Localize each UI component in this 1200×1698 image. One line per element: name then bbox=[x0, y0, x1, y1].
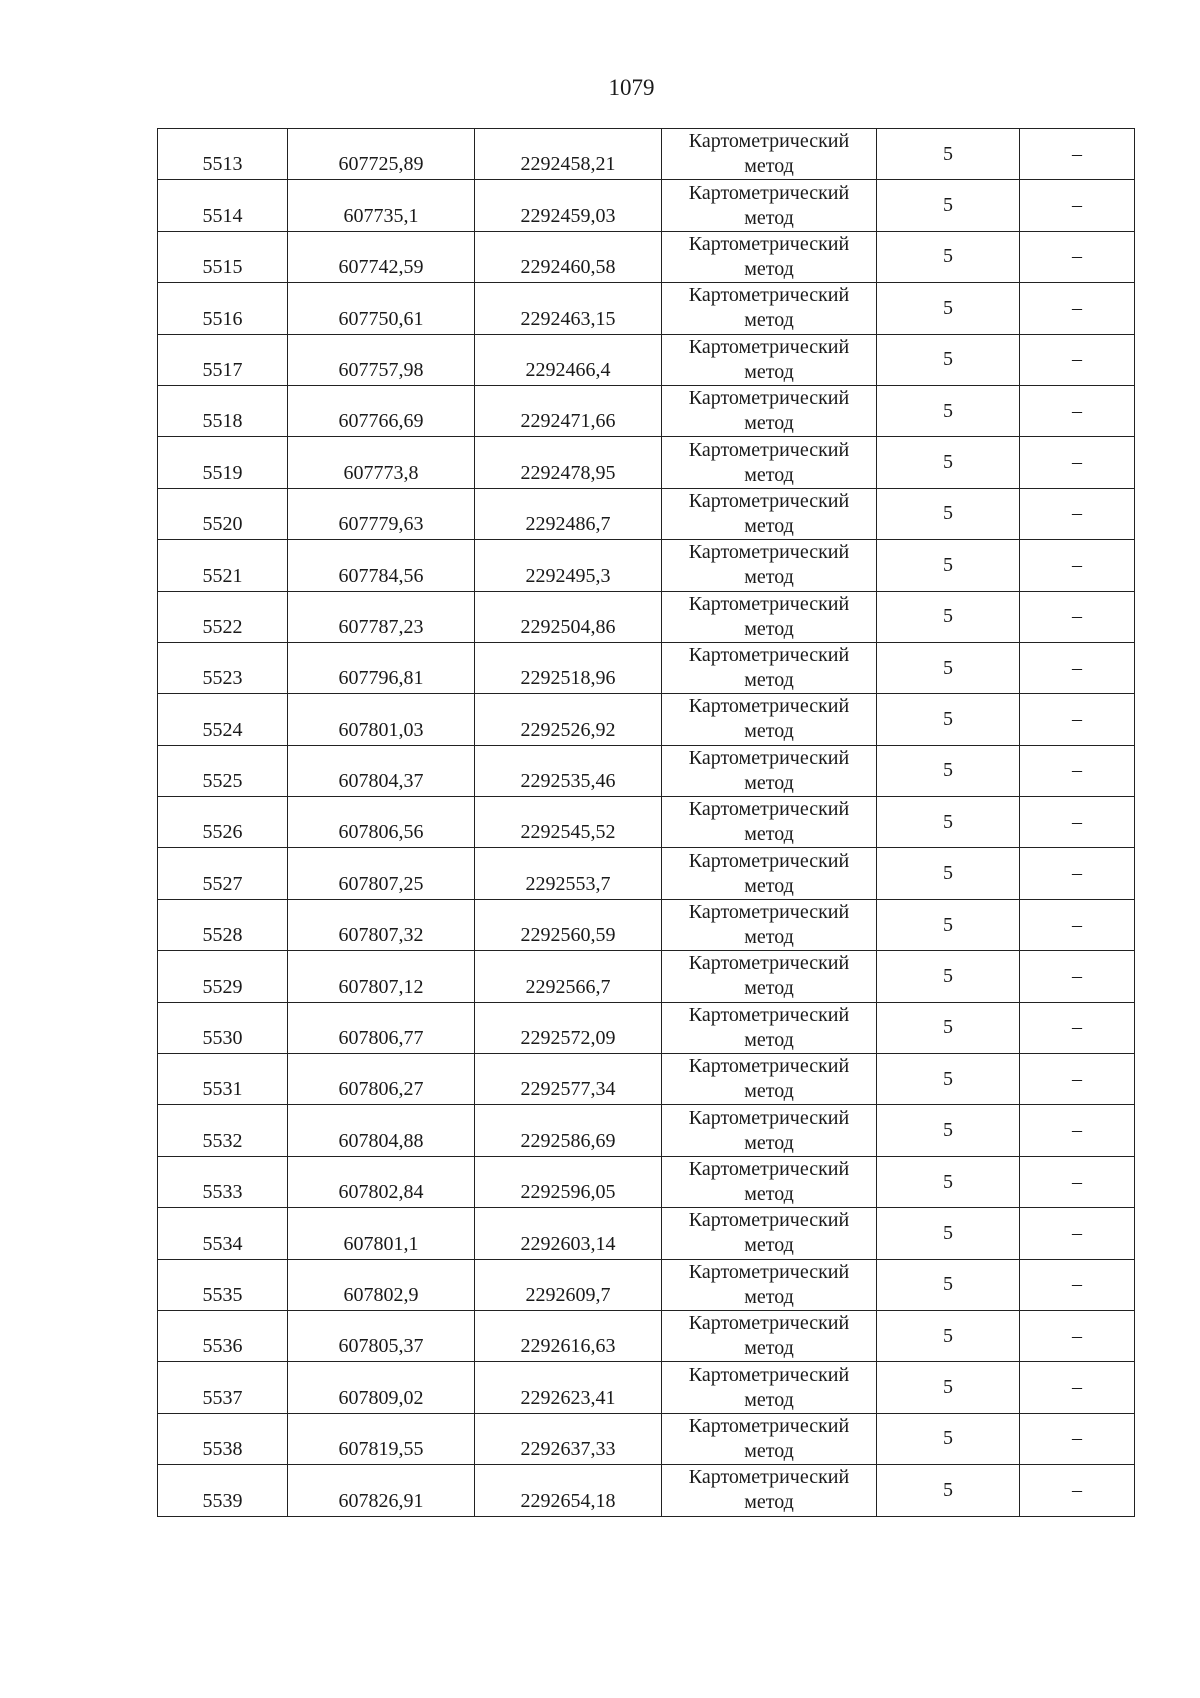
coordinates-table bbox=[157, 128, 1135, 1517]
accuracy-cell: 5 bbox=[877, 1105, 1020, 1156]
point-number-cell: 5536 bbox=[158, 1310, 288, 1361]
method-text-line2: метод bbox=[744, 1234, 794, 1257]
x-coordinate-cell: 607757,98 bbox=[288, 334, 475, 385]
method-text-line2: метод bbox=[744, 1183, 794, 1205]
note-cell: – bbox=[1020, 1054, 1135, 1105]
method-cell bbox=[662, 1002, 877, 1053]
point-number-cell: 5525 bbox=[158, 745, 288, 796]
note-cell: – bbox=[1020, 334, 1135, 385]
y-coordinate-cell: 2292572,09 bbox=[475, 1002, 662, 1053]
note-cell: – bbox=[1020, 283, 1135, 334]
note-cell: – bbox=[1020, 1310, 1135, 1361]
point-number-cell: 5537 bbox=[158, 1362, 288, 1413]
table-row bbox=[158, 1413, 1135, 1464]
method-text-line2: метод bbox=[744, 206, 794, 229]
method-text-line2: метод bbox=[744, 360, 794, 383]
method-text-line1: Картометрический bbox=[688, 1363, 850, 1386]
method-cell bbox=[662, 129, 877, 180]
point-number-cell: 5519 bbox=[158, 437, 288, 488]
x-coordinate-cell: 607807,32 bbox=[288, 899, 475, 950]
x-coordinate-cell: 607807,25 bbox=[288, 848, 475, 899]
method-cell bbox=[662, 848, 877, 899]
method-text-line1: Картометрический bbox=[688, 695, 850, 718]
method-cell bbox=[662, 899, 877, 950]
method-cell bbox=[662, 1208, 877, 1259]
note-cell: – bbox=[1020, 694, 1135, 745]
method-text-line1: Картометрический bbox=[688, 952, 850, 975]
method-text-line2: метод bbox=[744, 1491, 794, 1514]
method-text-line1: Картометрический bbox=[688, 644, 850, 667]
note-cell: – bbox=[1020, 180, 1135, 231]
method-text-line1: Картометрический bbox=[688, 181, 850, 204]
x-coordinate-cell: 607801,03 bbox=[288, 694, 475, 745]
accuracy-cell: 5 bbox=[877, 1362, 1020, 1413]
accuracy-cell: 5 bbox=[877, 642, 1020, 693]
table-row bbox=[158, 899, 1135, 950]
x-coordinate-cell: 607779,63 bbox=[288, 488, 475, 539]
accuracy-cell: 5 bbox=[877, 129, 1020, 180]
accuracy-cell: 5 bbox=[877, 694, 1020, 745]
note-cell: – bbox=[1020, 1208, 1135, 1259]
table-row bbox=[158, 488, 1135, 539]
y-coordinate-cell: 2292460,58 bbox=[475, 231, 662, 282]
method-text-line2: метод bbox=[744, 874, 794, 897]
method-cell bbox=[662, 951, 877, 1002]
note-cell: – bbox=[1020, 385, 1135, 436]
table-row bbox=[158, 283, 1135, 334]
y-coordinate-cell: 2292577,34 bbox=[475, 1054, 662, 1105]
accuracy-cell: 5 bbox=[877, 1156, 1020, 1207]
accuracy-cell: 5 bbox=[877, 488, 1020, 539]
point-number-cell: 5523 bbox=[158, 642, 288, 693]
y-coordinate-cell: 2292466,4 bbox=[475, 334, 662, 385]
method-text-line2: метод bbox=[744, 463, 794, 486]
x-coordinate-cell: 607806,77 bbox=[288, 1002, 475, 1053]
table-row bbox=[158, 334, 1135, 385]
accuracy-cell: 5 bbox=[877, 180, 1020, 231]
y-coordinate-cell: 2292463,15 bbox=[475, 283, 662, 334]
method-text-line2: метод bbox=[744, 309, 794, 332]
note-cell: – bbox=[1020, 1156, 1135, 1207]
point-number-cell: 5514 bbox=[158, 180, 288, 231]
method-text-line2: метод bbox=[744, 1080, 794, 1103]
method-text-line2: метод bbox=[744, 977, 794, 1000]
method-cell bbox=[662, 1054, 877, 1105]
x-coordinate-cell: 607735,1 bbox=[288, 180, 475, 231]
x-coordinate-cell: 607766,69 bbox=[288, 385, 475, 436]
accuracy-cell: 5 bbox=[877, 540, 1020, 591]
point-number-cell: 5534 bbox=[158, 1208, 288, 1259]
method-text-line1: Картометрический bbox=[688, 1260, 850, 1283]
method-text-line2: метод bbox=[744, 257, 794, 280]
method-cell bbox=[662, 694, 877, 745]
y-coordinate-cell: 2292495,3 bbox=[475, 540, 662, 591]
point-number-cell: 5516 bbox=[158, 283, 288, 334]
x-coordinate-cell: 607826,91 bbox=[288, 1465, 475, 1516]
note-cell: – bbox=[1020, 1362, 1135, 1413]
accuracy-cell: 5 bbox=[877, 1002, 1020, 1053]
method-cell bbox=[662, 642, 877, 693]
method-cell bbox=[662, 745, 877, 796]
note-cell: – bbox=[1020, 1259, 1135, 1310]
table-row bbox=[158, 1310, 1135, 1361]
table-row bbox=[158, 231, 1135, 282]
y-coordinate-cell: 2292566,7 bbox=[475, 951, 662, 1002]
table-row bbox=[158, 797, 1135, 848]
method-text-line1: Картометрический bbox=[688, 1466, 850, 1489]
method-text-line1: Картометрический bbox=[688, 541, 850, 564]
method-text-line2: метод bbox=[744, 1388, 794, 1411]
method-cell bbox=[662, 488, 877, 539]
accuracy-cell: 5 bbox=[877, 591, 1020, 642]
point-number-cell: 5527 bbox=[158, 848, 288, 899]
accuracy-cell: 5 bbox=[877, 437, 1020, 488]
point-number-cell: 5520 bbox=[158, 488, 288, 539]
x-coordinate-cell: 607802,9 bbox=[288, 1259, 475, 1310]
method-cell bbox=[662, 591, 877, 642]
method-cell bbox=[662, 180, 877, 231]
note-cell: – bbox=[1020, 1413, 1135, 1464]
y-coordinate-cell: 2292504,86 bbox=[475, 591, 662, 642]
y-coordinate-cell: 2292518,96 bbox=[475, 642, 662, 693]
table-row bbox=[158, 1362, 1135, 1413]
note-cell: – bbox=[1020, 488, 1135, 539]
note-cell: – bbox=[1020, 231, 1135, 282]
method-text-line1: Картометрический bbox=[688, 335, 850, 358]
accuracy-cell: 5 bbox=[877, 385, 1020, 436]
method-cell bbox=[662, 1105, 877, 1156]
accuracy-cell: 5 bbox=[877, 283, 1020, 334]
point-number-cell: 5529 bbox=[158, 951, 288, 1002]
x-coordinate-cell: 607750,61 bbox=[288, 283, 475, 334]
method-cell bbox=[662, 1310, 877, 1361]
y-coordinate-cell: 2292623,41 bbox=[475, 1362, 662, 1413]
point-number-cell: 5515 bbox=[158, 231, 288, 282]
x-coordinate-cell: 607807,12 bbox=[288, 951, 475, 1002]
table-row bbox=[158, 540, 1135, 591]
x-coordinate-cell: 607796,81 bbox=[288, 642, 475, 693]
method-text-line2: метод bbox=[744, 720, 794, 743]
y-coordinate-cell: 2292478,95 bbox=[475, 437, 662, 488]
x-coordinate-cell: 607804,37 bbox=[288, 745, 475, 796]
method-text-line2: метод bbox=[744, 412, 794, 435]
method-text-line2: метод bbox=[744, 1285, 794, 1308]
x-coordinate-cell: 607787,23 bbox=[288, 591, 475, 642]
method-cell bbox=[662, 1362, 877, 1413]
y-coordinate-cell: 2292637,33 bbox=[475, 1413, 662, 1464]
table-row bbox=[158, 1002, 1135, 1053]
accuracy-cell: 5 bbox=[877, 1259, 1020, 1310]
method-cell bbox=[662, 797, 877, 848]
y-coordinate-cell: 2292535,46 bbox=[475, 745, 662, 796]
method-cell bbox=[662, 231, 877, 282]
method-cell bbox=[662, 1259, 877, 1310]
method-text-line1: Картометрический bbox=[688, 798, 850, 821]
point-number-cell: 5528 bbox=[158, 899, 288, 950]
method-text-line2: метод bbox=[744, 823, 794, 846]
method-text-line1: Картометрический bbox=[688, 489, 850, 512]
method-cell bbox=[662, 1156, 877, 1207]
x-coordinate-cell: 607805,37 bbox=[288, 1310, 475, 1361]
method-text-line1: Картометрический bbox=[688, 232, 850, 255]
table-body bbox=[158, 129, 1135, 1517]
point-number-cell: 5518 bbox=[158, 385, 288, 436]
method-text-line1: Картометрический bbox=[688, 1414, 850, 1437]
note-cell: – bbox=[1020, 745, 1135, 796]
accuracy-cell: 5 bbox=[877, 1310, 1020, 1361]
method-cell bbox=[662, 1413, 877, 1464]
table-row bbox=[158, 1054, 1135, 1105]
x-coordinate-cell: 607804,88 bbox=[288, 1105, 475, 1156]
accuracy-cell: 5 bbox=[877, 231, 1020, 282]
accuracy-cell: 5 bbox=[877, 797, 1020, 848]
page-number: 1079 bbox=[608, 75, 655, 100]
method-text-line2: метод bbox=[744, 1131, 794, 1154]
method-text-line1: Картометрический bbox=[688, 284, 850, 307]
table-row bbox=[158, 848, 1135, 899]
table-row bbox=[158, 694, 1135, 745]
table-row bbox=[158, 129, 1135, 180]
method-text-line1: Картометрический bbox=[688, 1158, 850, 1180]
y-coordinate-cell: 2292526,92 bbox=[475, 694, 662, 745]
note-cell: – bbox=[1020, 540, 1135, 591]
y-coordinate-cell: 2292586,69 bbox=[475, 1105, 662, 1156]
method-text-line1: Картометрический bbox=[688, 1055, 850, 1078]
table-row bbox=[158, 180, 1135, 231]
table-row bbox=[158, 1208, 1135, 1259]
point-number-cell: 5538 bbox=[158, 1413, 288, 1464]
method-text-line2: метод bbox=[744, 155, 794, 178]
x-coordinate-cell: 607806,27 bbox=[288, 1054, 475, 1105]
point-number-cell: 5513 bbox=[158, 129, 288, 180]
point-number-cell: 5524 bbox=[158, 694, 288, 745]
method-cell bbox=[662, 283, 877, 334]
table-row bbox=[158, 951, 1135, 1002]
method-cell bbox=[662, 1465, 877, 1516]
y-coordinate-cell: 2292616,63 bbox=[475, 1310, 662, 1361]
note-cell: – bbox=[1020, 591, 1135, 642]
method-text-line1: Картометрический bbox=[688, 746, 850, 769]
method-text-line1: Картометрический bbox=[688, 1106, 850, 1129]
y-coordinate-cell: 2292459,03 bbox=[475, 180, 662, 231]
x-coordinate-cell: 607809,02 bbox=[288, 1362, 475, 1413]
method-text-line2: метод bbox=[744, 1337, 794, 1360]
method-cell bbox=[662, 334, 877, 385]
accuracy-cell: 5 bbox=[877, 1208, 1020, 1259]
point-number-cell: 5526 bbox=[158, 797, 288, 848]
method-text-line1: Картометрический bbox=[688, 130, 850, 153]
accuracy-cell: 5 bbox=[877, 334, 1020, 385]
y-coordinate-cell: 2292545,52 bbox=[475, 797, 662, 848]
accuracy-cell: 5 bbox=[877, 951, 1020, 1002]
note-cell: – bbox=[1020, 437, 1135, 488]
accuracy-cell: 5 bbox=[877, 899, 1020, 950]
note-cell: – bbox=[1020, 951, 1135, 1002]
point-number-cell: 5522 bbox=[158, 591, 288, 642]
y-coordinate-cell: 2292458,21 bbox=[475, 129, 662, 180]
x-coordinate-cell: 607806,56 bbox=[288, 797, 475, 848]
method-text-line2: метод bbox=[744, 566, 794, 589]
table-row bbox=[158, 745, 1135, 796]
point-number-cell: 5532 bbox=[158, 1105, 288, 1156]
table-row bbox=[158, 642, 1135, 693]
method-text-line2: метод bbox=[744, 669, 794, 692]
y-coordinate-cell: 2292560,59 bbox=[475, 899, 662, 950]
table-row bbox=[158, 1156, 1135, 1207]
y-coordinate-cell: 2292609,7 bbox=[475, 1259, 662, 1310]
x-coordinate-cell: 607742,59 bbox=[288, 231, 475, 282]
point-number-cell: 5530 bbox=[158, 1002, 288, 1053]
x-coordinate-cell: 607802,84 bbox=[288, 1156, 475, 1207]
accuracy-cell: 5 bbox=[877, 848, 1020, 899]
accuracy-cell: 5 bbox=[877, 1413, 1020, 1464]
method-text-line1: Картометрический bbox=[688, 1003, 850, 1026]
method-text-line1: Картометрический bbox=[688, 1209, 850, 1232]
y-coordinate-cell: 2292596,05 bbox=[475, 1156, 662, 1207]
table-row bbox=[158, 1259, 1135, 1310]
method-text-line2: метод bbox=[744, 1028, 794, 1051]
method-text-line1: Картометрический bbox=[688, 849, 850, 872]
method-cell bbox=[662, 437, 877, 488]
method-text-line1: Картометрический bbox=[688, 387, 850, 410]
y-coordinate-cell: 2292486,7 bbox=[475, 488, 662, 539]
accuracy-cell: 5 bbox=[877, 1465, 1020, 1516]
method-text-line1: Картометрический bbox=[688, 1312, 850, 1335]
note-cell: – bbox=[1020, 797, 1135, 848]
point-number-cell: 5539 bbox=[158, 1465, 288, 1516]
method-cell bbox=[662, 540, 877, 591]
method-text-line1: Картометрический bbox=[688, 901, 850, 924]
table-row bbox=[158, 385, 1135, 436]
table-row bbox=[158, 591, 1135, 642]
method-cell bbox=[662, 385, 877, 436]
method-text-line2: метод bbox=[744, 617, 794, 640]
point-number-cell: 5533 bbox=[158, 1156, 288, 1207]
x-coordinate-cell: 607784,56 bbox=[288, 540, 475, 591]
table-row bbox=[158, 1105, 1135, 1156]
table-row bbox=[158, 1465, 1135, 1516]
note-cell: – bbox=[1020, 642, 1135, 693]
method-text-line2: метод bbox=[744, 771, 794, 794]
note-cell: – bbox=[1020, 1465, 1135, 1516]
y-coordinate-cell: 2292553,7 bbox=[475, 848, 662, 899]
x-coordinate-cell: 607801,1 bbox=[288, 1208, 475, 1259]
x-coordinate-cell: 607819,55 bbox=[288, 1413, 475, 1464]
y-coordinate-cell: 2292603,14 bbox=[475, 1208, 662, 1259]
note-cell: – bbox=[1020, 848, 1135, 899]
note-cell: – bbox=[1020, 899, 1135, 950]
method-text-line2: метод bbox=[744, 514, 794, 537]
y-coordinate-cell: 2292654,18 bbox=[475, 1465, 662, 1516]
x-coordinate-cell: 607725,89 bbox=[288, 129, 475, 180]
accuracy-cell: 5 bbox=[877, 1054, 1020, 1105]
note-cell: – bbox=[1020, 129, 1135, 180]
accuracy-cell: 5 bbox=[877, 745, 1020, 796]
x-coordinate-cell: 607773,8 bbox=[288, 437, 475, 488]
point-number-cell: 5521 bbox=[158, 540, 288, 591]
table-row bbox=[158, 437, 1135, 488]
method-text-line2: метод bbox=[744, 926, 794, 949]
method-text-line2: метод bbox=[744, 1439, 794, 1462]
y-coordinate-cell: 2292471,66 bbox=[475, 385, 662, 436]
point-number-cell: 5517 bbox=[158, 334, 288, 385]
point-number-cell: 5531 bbox=[158, 1054, 288, 1105]
method-text-line1: Картометрический bbox=[688, 438, 850, 461]
method-text-line1: Картометрический bbox=[688, 592, 850, 615]
note-cell: – bbox=[1020, 1105, 1135, 1156]
note-cell: – bbox=[1020, 1002, 1135, 1053]
point-number-cell: 5535 bbox=[158, 1259, 288, 1310]
